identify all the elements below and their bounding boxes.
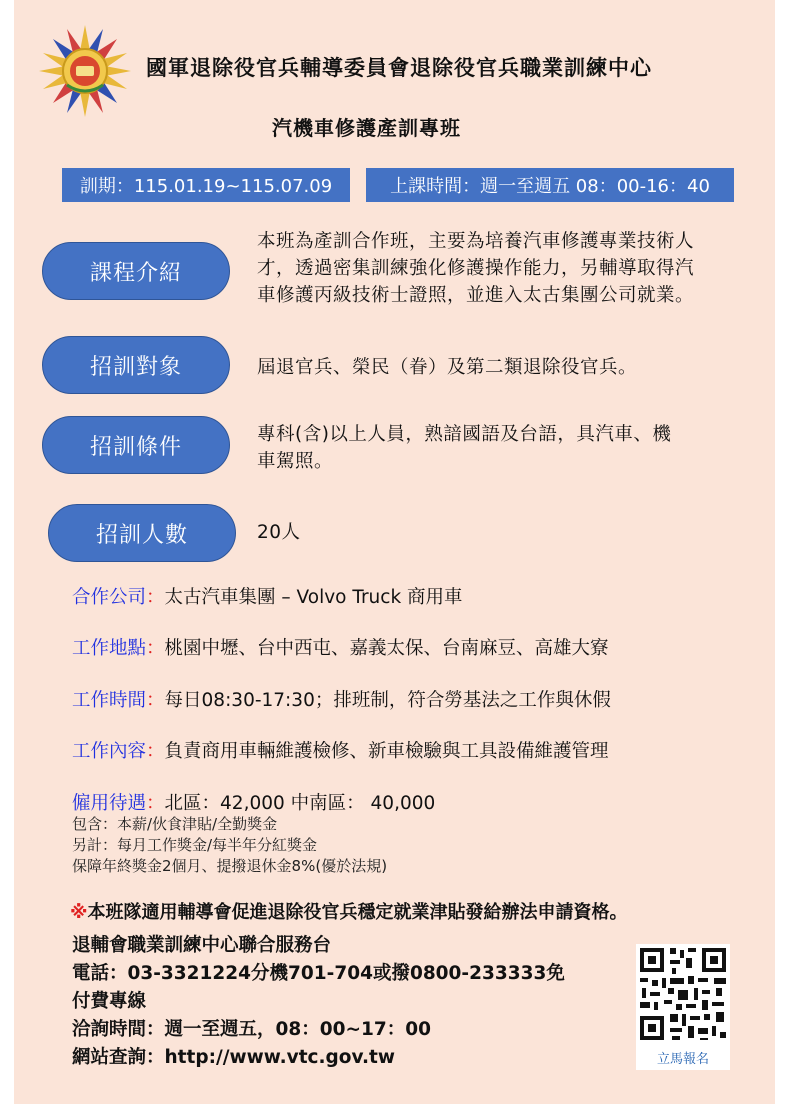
contact-website[interactable]: 網站查詢：http://www.vtc.gov.tw <box>72 1047 395 1068</box>
salary-detail-item: 包含：本薪/伙食津貼/全勤獎金 <box>72 815 278 833</box>
notice-mark: ※ <box>70 902 88 923</box>
qr-caption: 立馬報名 <box>656 1052 709 1067</box>
salary-detail-item: 另計：每月工作獎金/每半年分紅獎金 <box>72 836 318 854</box>
work-location-colon: ： <box>146 638 165 659</box>
notice-text: 本班隊適用輔導會促進退除役官兵穩定就業津貼發給辦法申請資格。 <box>87 902 628 923</box>
job-content-line <box>72 737 609 763</box>
enrollment-count-text: 20人 <box>257 522 301 543</box>
work-hours-colon: ： <box>146 690 165 711</box>
org-title: 國軍退除役官兵輔導委員會退除役官兵職業訓練中心 <box>146 56 652 80</box>
target-trainees-text: 屆退官兵、榮民（眷）及第二類退除役官兵。 <box>257 357 638 378</box>
work-hours-line <box>72 686 611 712</box>
contact-hours: 洽詢時間：週一至週五，08：00~17：00 <box>72 1019 431 1040</box>
registration-qr-code[interactable] <box>636 944 730 1070</box>
work-hours-value: 每日08:30-17:30；排班制，符合勞基法之工作與休假 <box>164 690 611 711</box>
work-location-line <box>72 634 609 660</box>
course-title: 汽機車修護產訓專班 <box>272 116 461 140</box>
course-intro-text: 本班為產訓合作班，主要為培養汽車修護專業技術人才，透過密集訓練強化修護操作能力，另輔導取得汽車修護丙級技術士證照，並進入太古集團公司就業。 <box>257 231 695 306</box>
work-hours-label: 工作時間 <box>72 690 147 711</box>
work-location-value: 桃園中壢、台中西屯、嘉義太保、台南麻豆、高雄大寮 <box>164 638 609 659</box>
job-content-value: 負責商用車輛維護檢修、新車檢驗與工具設備維護管理 <box>164 741 609 762</box>
emblem-logo <box>36 22 134 120</box>
training-period-badge: 訓期：115.01.19~115.07.09 <box>62 168 350 202</box>
enrollment-count-label: 招訓人數 <box>48 504 236 562</box>
class-time-badge: 上課時間：週一至週五 08：00-16：40 <box>366 168 734 202</box>
salary-value: 北區：42,000 中南區： 40,000 <box>164 793 436 814</box>
salary-colon: ： <box>146 793 165 814</box>
course-intro-label: 課程介紹 <box>42 242 230 300</box>
contact-block <box>72 932 612 1072</box>
contact-phone: 電話：03-3321224分機701-704或撥0800-233333免 <box>72 963 565 984</box>
partner-company-line <box>72 583 463 609</box>
partner-company-value: 太古汽車集團 – Volvo Truck 商用車 <box>164 587 463 608</box>
salary-details <box>72 814 387 877</box>
contact-service-desk: 退輔會職業訓練中心聯合服務台 <box>72 935 332 956</box>
flyer-page <box>14 0 775 1104</box>
partner-company-colon: ： <box>146 587 165 608</box>
partner-company-label: 合作公司 <box>72 587 147 608</box>
contact-phone-cont: 付費專線 <box>72 991 147 1012</box>
salary-detail-item: 保障年終獎金2個月、提撥退休金8%(優於法規) <box>72 857 388 875</box>
target-trainees-label: 招訓對象 <box>42 336 230 394</box>
work-location-label: 工作地點 <box>72 638 147 659</box>
subsidy-notice <box>70 898 628 924</box>
requirements-label: 招訓條件 <box>42 416 230 474</box>
requirements-text: 專科(含)以上人員，熟諳國語及台語，具汽車、機車駕照。 <box>257 424 672 472</box>
salary-line <box>72 789 435 815</box>
qr-code-graphic <box>636 944 730 1044</box>
salary-label: 僱用待遇 <box>72 793 147 814</box>
job-content-label: 工作內容 <box>72 741 147 762</box>
job-content-colon: ： <box>146 741 165 762</box>
